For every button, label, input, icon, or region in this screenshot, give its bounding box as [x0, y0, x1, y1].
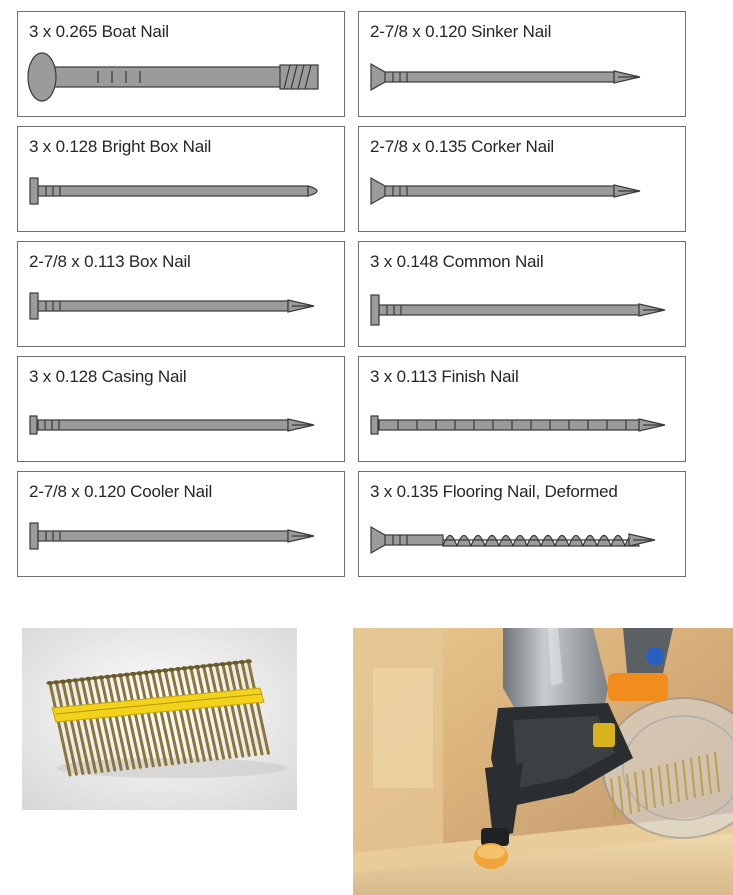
nail-card-common [358, 241, 686, 347]
nail-card-sinker [358, 11, 686, 117]
nail-label: 2-7/8 x 0.113 Box Nail [29, 252, 191, 271]
nail-card-finish [358, 356, 686, 462]
nail-label: 3 x 0.128 Bright Box Nail [29, 137, 212, 156]
nail-label: 2-7/8 x 0.120 Sinker Nail [370, 22, 552, 41]
nail-card-cooler [17, 471, 345, 577]
collated-nail-strip-photo [22, 628, 297, 810]
nail-label: 3 x 0.265 Boat Nail [29, 22, 169, 41]
nail-label: 3 x 0.128 Casing Nail [29, 367, 187, 386]
nail-label: 3 x 0.113 Finish Nail [370, 367, 519, 386]
nail-card-flooring [358, 471, 686, 577]
nailer-image [353, 628, 733, 895]
nail-flooring-icon [359, 472, 687, 578]
nail-label: 3 x 0.148 Common Nail [370, 252, 544, 271]
nail-card-box [17, 126, 345, 232]
nail-card-casing [17, 356, 345, 462]
nail-strip-image [22, 628, 297, 810]
nail-casing-icon [18, 357, 346, 463]
nail-corker-icon [359, 127, 687, 233]
nail-box-icon [18, 242, 346, 348]
nail-card-corker [358, 126, 686, 232]
nail-label: 3 x 0.135 Flooring Nail, Deformed [370, 482, 618, 501]
nail-card-boat [17, 11, 345, 117]
nail-box-icon [18, 127, 346, 233]
nail-common-icon [359, 242, 687, 348]
coil-nailer-photo [353, 628, 733, 895]
nail-label: 2-7/8 x 0.120 Cooler Nail [29, 482, 213, 501]
nail-label: 2-7/8 x 0.135 Corker Nail [370, 137, 554, 156]
nail-sinker-icon [359, 12, 687, 118]
nail-boat-icon [18, 12, 346, 118]
nail-card-box [17, 241, 345, 347]
nail-cooler-icon [18, 472, 346, 578]
nail-finish-icon [359, 357, 687, 463]
